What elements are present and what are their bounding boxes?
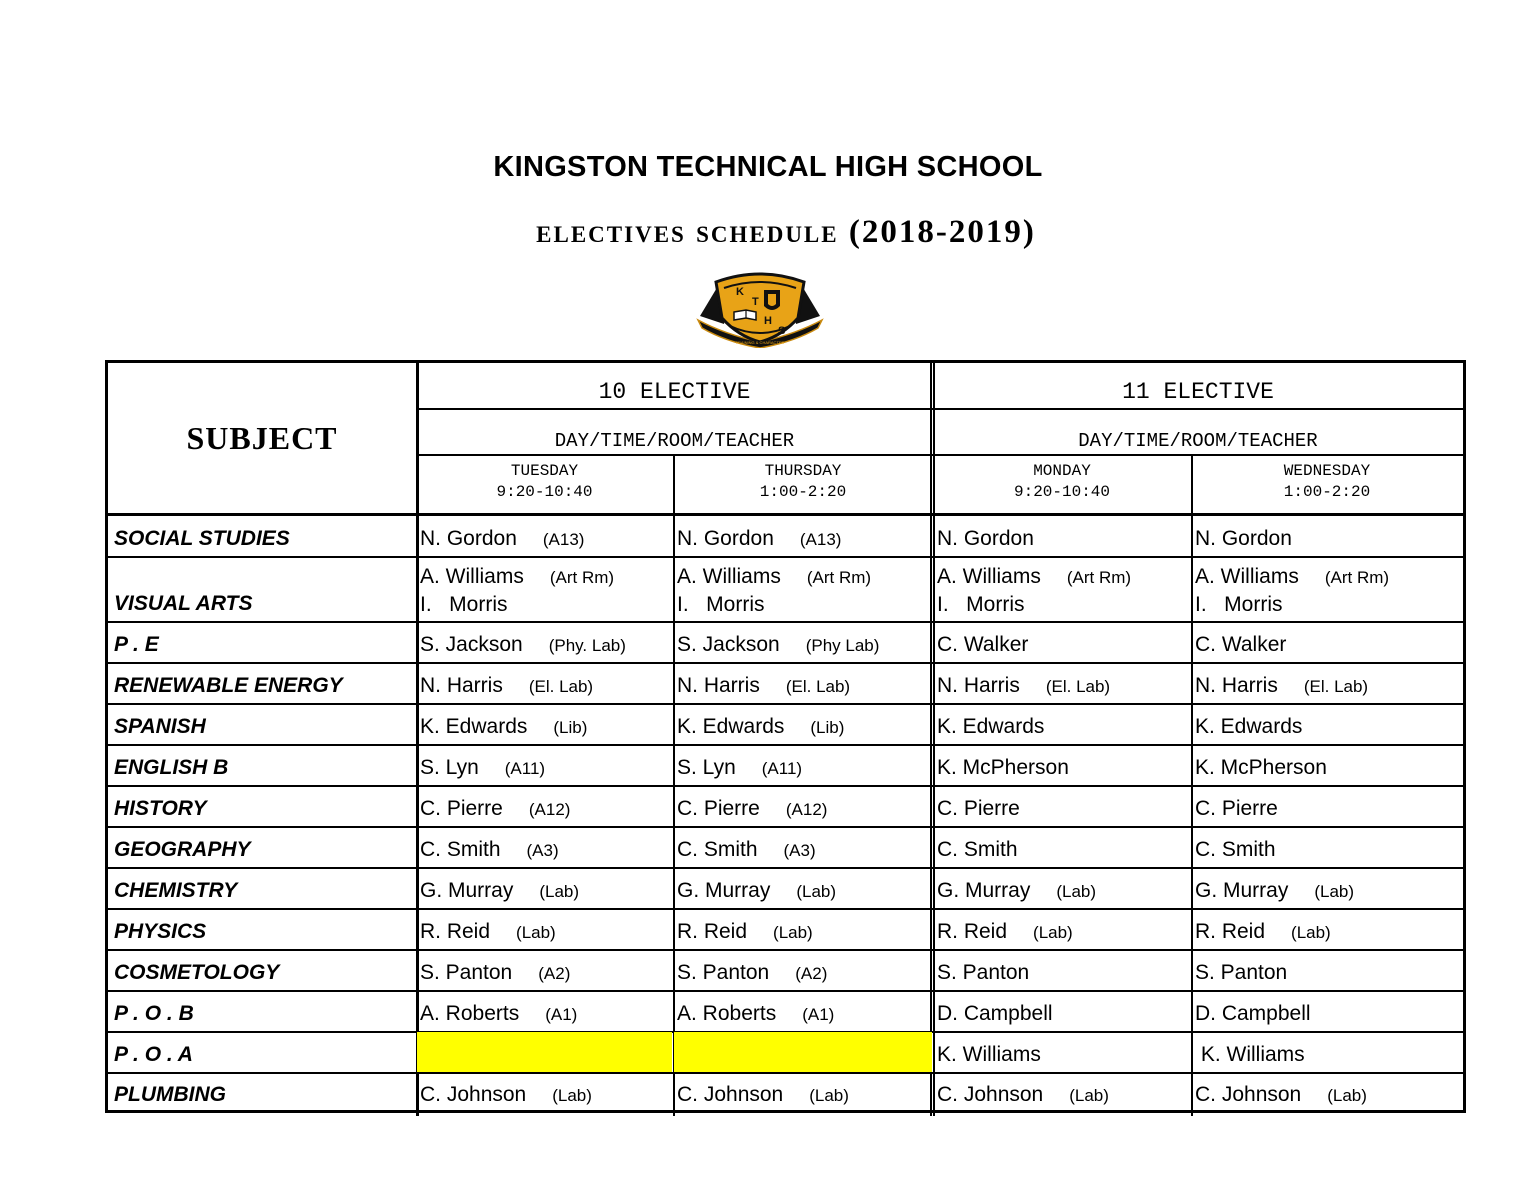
table-rule [416,454,1463,456]
teacher-entry [1195,1002,1337,1026]
teacher-name: D. Campbell [1195,1002,1311,1025]
room-label: (El. Lab) [1045,677,1111,696]
table-rule [108,949,1463,951]
room-label: (Lab) [1069,1086,1109,1105]
subject-column-header: SUBJECT [186,419,338,456]
schedule-title: electives schedule (2018-2019) [536,214,1036,250]
teacher-name: A. Roberts [420,1002,520,1025]
subject-name: COSMETOLOGY [114,961,280,984]
table-rule [108,990,1463,992]
teacher-name: A. Williams [677,565,781,588]
teacher-name: A. Williams [1195,565,1299,588]
teacher-name: S. Lyn [420,756,479,779]
teacher-entry [937,1002,1079,1026]
room-label: (A1) [545,1005,578,1024]
teacher-entry [420,879,579,903]
teacher-entry [937,674,1110,698]
room-label: (Lib) [553,718,588,737]
teacher-entry [1195,633,1312,657]
room-label: (A1) [802,1005,835,1024]
teacher-entry [1195,961,1313,985]
teacher-name: K. Williams [1195,1043,1305,1066]
teacher-entry [937,527,1060,551]
teacher-entry [1195,1083,1367,1107]
teacher-entry [1195,565,1389,589]
crest-letter-s: S [778,325,786,337]
teacher-name: C. Walker [937,633,1029,656]
room-label: (A2) [795,964,828,983]
teacher-name: C. Pierre [420,797,503,820]
teacher-name: I. Morris [937,593,1025,616]
school-title: KINGSTON TECHNICAL HIGH SCHOOL [493,151,1043,183]
teacher-entry [677,674,850,698]
room-label: (Lab) [1327,1086,1367,1105]
subject-name: P . O . A [114,1043,193,1066]
room-label: (A3) [526,841,559,860]
day-name: THURSDAY [764,462,842,480]
unassigned-slot-highlight [674,1032,932,1072]
teacher-entry [420,1002,577,1026]
table-rule [108,785,1463,787]
subject-name: GEOGRAPHY [114,838,251,861]
room-label: (A13) [542,530,585,549]
teacher-entry [677,756,802,780]
teacher-entry [677,879,836,903]
teacher-entry [937,1083,1109,1107]
room-label: (Lab) [552,1086,592,1105]
teacher-name: I. Morris [1195,593,1283,616]
room-label: (El. Lab) [1303,677,1369,696]
teacher-entry [937,920,1073,944]
teacher-name: D. Campbell [937,1002,1053,1025]
teacher-name: C. Pierre [677,797,760,820]
subject-name: P . O . B [114,1002,194,1025]
room-label: (Lab) [796,882,837,901]
room-label: (A3) [783,841,816,860]
teacher-entry [937,756,1095,780]
room-label: (Lab) [1314,882,1355,901]
teacher-name: G. Murray [677,879,771,902]
teacher-entry [1195,527,1318,551]
teacher-name: K. Edwards [1195,715,1303,738]
teacher-entry [677,633,879,657]
room-label: (A2) [538,964,571,983]
teacher-entry [1195,593,1309,617]
teacher-entry [677,715,844,739]
school-crest-icon [694,268,826,348]
teacher-entry [420,920,556,944]
teacher-entry [1195,674,1368,698]
teacher-name: N. Harris [420,674,503,697]
teacher-entry [937,961,1055,985]
teacher-name: G. Murray [420,879,514,902]
elective-group-label: 11 ELECTIVE [1122,379,1274,405]
teacher-name: K. McPherson [937,756,1069,779]
electives-table [105,360,1466,1113]
teacher-entry [420,797,570,821]
teacher-name: R. Reid [420,920,491,943]
teacher-name: K. Williams [937,1043,1041,1066]
room-label: (Phy. Lab) [548,636,626,655]
table-rule [108,908,1463,910]
teacher-name: C. Smith [937,838,1018,861]
teacher-entry [937,838,1044,862]
teacher-entry [420,527,584,551]
table-rule [108,826,1463,828]
teacher-name: K. Edwards [937,715,1045,738]
teacher-name: R. Reid [937,920,1008,943]
table-rule [416,408,1463,410]
teacher-entry [420,756,545,780]
teacher-name: C. Johnson [937,1083,1044,1106]
teacher-entry [1195,797,1304,821]
room-label: (Lab) [809,1086,849,1105]
subject-name: RENEWABLE ENERGY [114,674,343,697]
teacher-name: G. Murray [937,879,1031,902]
table-rule [108,703,1463,705]
teacher-name: C. Smith [677,838,758,861]
teacher-entry [677,527,841,551]
room-label: (Lab) [773,923,813,942]
table-rule [108,662,1463,664]
room-label: (Art Rm) [806,568,872,587]
teacher-name: A. Roberts [677,1002,777,1025]
teacher-entry [677,565,871,589]
room-label: (Lab) [1291,923,1331,942]
teacher-name: S. Panton [937,961,1030,984]
crest-letter-k: K [736,286,744,298]
room-label: (Phy Lab) [805,636,880,655]
subject-name: HISTORY [114,797,207,820]
subject-name: SOCIAL STUDIES [114,527,290,550]
teacher-entry [937,633,1054,657]
room-label: (A11) [761,759,803,778]
teacher-entry [937,715,1070,739]
subject-name: PHYSICS [114,920,207,943]
table-rule [108,744,1463,746]
teacher-name: C. Walker [1195,633,1287,656]
room-label: (A12) [785,800,828,819]
teacher-entry [420,565,614,589]
teacher-entry [1195,756,1353,780]
subject-name: PLUMBING [114,1083,226,1106]
teacher-name: R. Reid [677,920,748,943]
room-label: (A13) [799,530,842,549]
teacher-name: S. Jackson [677,633,780,656]
teacher-name: C. Johnson [1195,1083,1302,1106]
time-slot: 9:20-10:40 [1013,483,1110,501]
teacher-name: N. Gordon [1195,527,1292,550]
table-rule [108,513,1463,516]
teacher-name: R. Reid [1195,920,1266,943]
room-label: (Lab) [516,923,556,942]
teacher-entry [677,1002,834,1026]
table-rule [108,556,1463,558]
teacher-name: C. Pierre [1195,797,1278,820]
day-time-room-teacher-label: DAY/TIME/ROOM/TEACHER [554,430,795,452]
teacher-entry [677,1083,849,1107]
teacher-name: S. Panton [420,961,513,984]
table-rule [108,1072,1463,1074]
teacher-name: S. Jackson [420,633,523,656]
teacher-entry [677,797,827,821]
teacher-entry [937,1043,1067,1067]
day-column-header [416,461,673,503]
table-rule [108,867,1463,869]
teacher-entry [677,593,791,617]
teacher-name: A. Williams [420,565,524,588]
crest-letter-h: H [764,315,772,327]
teacher-name: N. Harris [677,674,760,697]
day-name: TUESDAY [510,462,579,480]
teacher-entry [677,961,827,985]
subject-name: CHEMISTRY [114,879,238,902]
teacher-name: C. Smith [1195,838,1276,861]
day-name: MONDAY [1033,462,1091,480]
teacher-name: N. Gordon [677,527,774,550]
teacher-entry [420,961,570,985]
room-label: (Lab) [1033,923,1073,942]
day-column-header [1191,461,1463,503]
teacher-entry [420,838,559,862]
day-column-header [673,461,933,503]
teacher-name: C. Pierre [937,797,1020,820]
teacher-name: N. Harris [1195,674,1278,697]
teacher-name: K. Edwards [677,715,785,738]
teacher-name: A. Williams [937,565,1041,588]
teacher-name: I. Morris [677,593,765,616]
teacher-name: N. Gordon [420,527,517,550]
room-label: (A12) [528,800,571,819]
teacher-entry [937,797,1046,821]
room-label: (Art Rm) [549,568,615,587]
teacher-entry [1195,920,1331,944]
subject-name: P . E [114,633,159,656]
room-label: (Art Rm) [1066,568,1132,587]
crest-motto: TRAINING & CHARACTER [735,340,785,345]
teacher-name: C. Johnson [420,1083,527,1106]
day-column-header [933,461,1191,503]
room-label: (Lab) [539,882,580,901]
room-label: (El. Lab) [785,677,851,696]
crest-letter-t: T [752,296,759,308]
subject-name: ENGLISH B [114,756,229,779]
teacher-entry [937,565,1131,589]
teacher-name: S. Panton [1195,961,1288,984]
time-slot: 9:20-10:40 [496,483,593,501]
table-rule [108,621,1463,623]
unassigned-slot-highlight [417,1032,672,1072]
teacher-entry [420,1083,592,1107]
day-name: WEDNESDAY [1283,462,1371,480]
teacher-entry [1195,715,1328,739]
teacher-entry [677,920,813,944]
teacher-name: K. Edwards [420,715,528,738]
teacher-entry [937,879,1096,903]
room-label: (Lib) [810,718,845,737]
teacher-entry [420,674,593,698]
day-time-room-teacher-label: DAY/TIME/ROOM/TEACHER [1078,430,1318,452]
teacher-entry [1195,1043,1331,1067]
teacher-entry [1195,838,1302,862]
teacher-entry [677,838,816,862]
teacher-name: S. Panton [677,961,770,984]
room-label: (Art Rm) [1324,568,1390,587]
teacher-name: K. McPherson [1195,756,1327,779]
teacher-name: G. Murray [1195,879,1289,902]
time-slot: 1:00-2:20 [1283,483,1371,501]
subject-name: VISUAL ARTS [114,592,253,615]
teacher-name: I. Morris [420,593,508,616]
time-slot: 1:00-2:20 [759,483,847,501]
teacher-entry [420,715,587,739]
teacher-name: S. Lyn [677,756,736,779]
teacher-name: N. Harris [937,674,1020,697]
elective-group-label: 10 ELECTIVE [598,379,751,405]
teacher-entry [1195,879,1354,903]
teacher-entry [420,633,626,657]
subject-name: SPANISH [114,715,206,738]
room-label: (Lab) [1056,882,1097,901]
teacher-name: C. Smith [420,838,501,861]
teacher-name: N. Gordon [937,527,1034,550]
room-label: (El. Lab) [528,677,594,696]
teacher-entry [420,593,534,617]
teacher-entry [937,593,1051,617]
room-label: (A11) [504,759,546,778]
teacher-name: C. Johnson [677,1083,784,1106]
